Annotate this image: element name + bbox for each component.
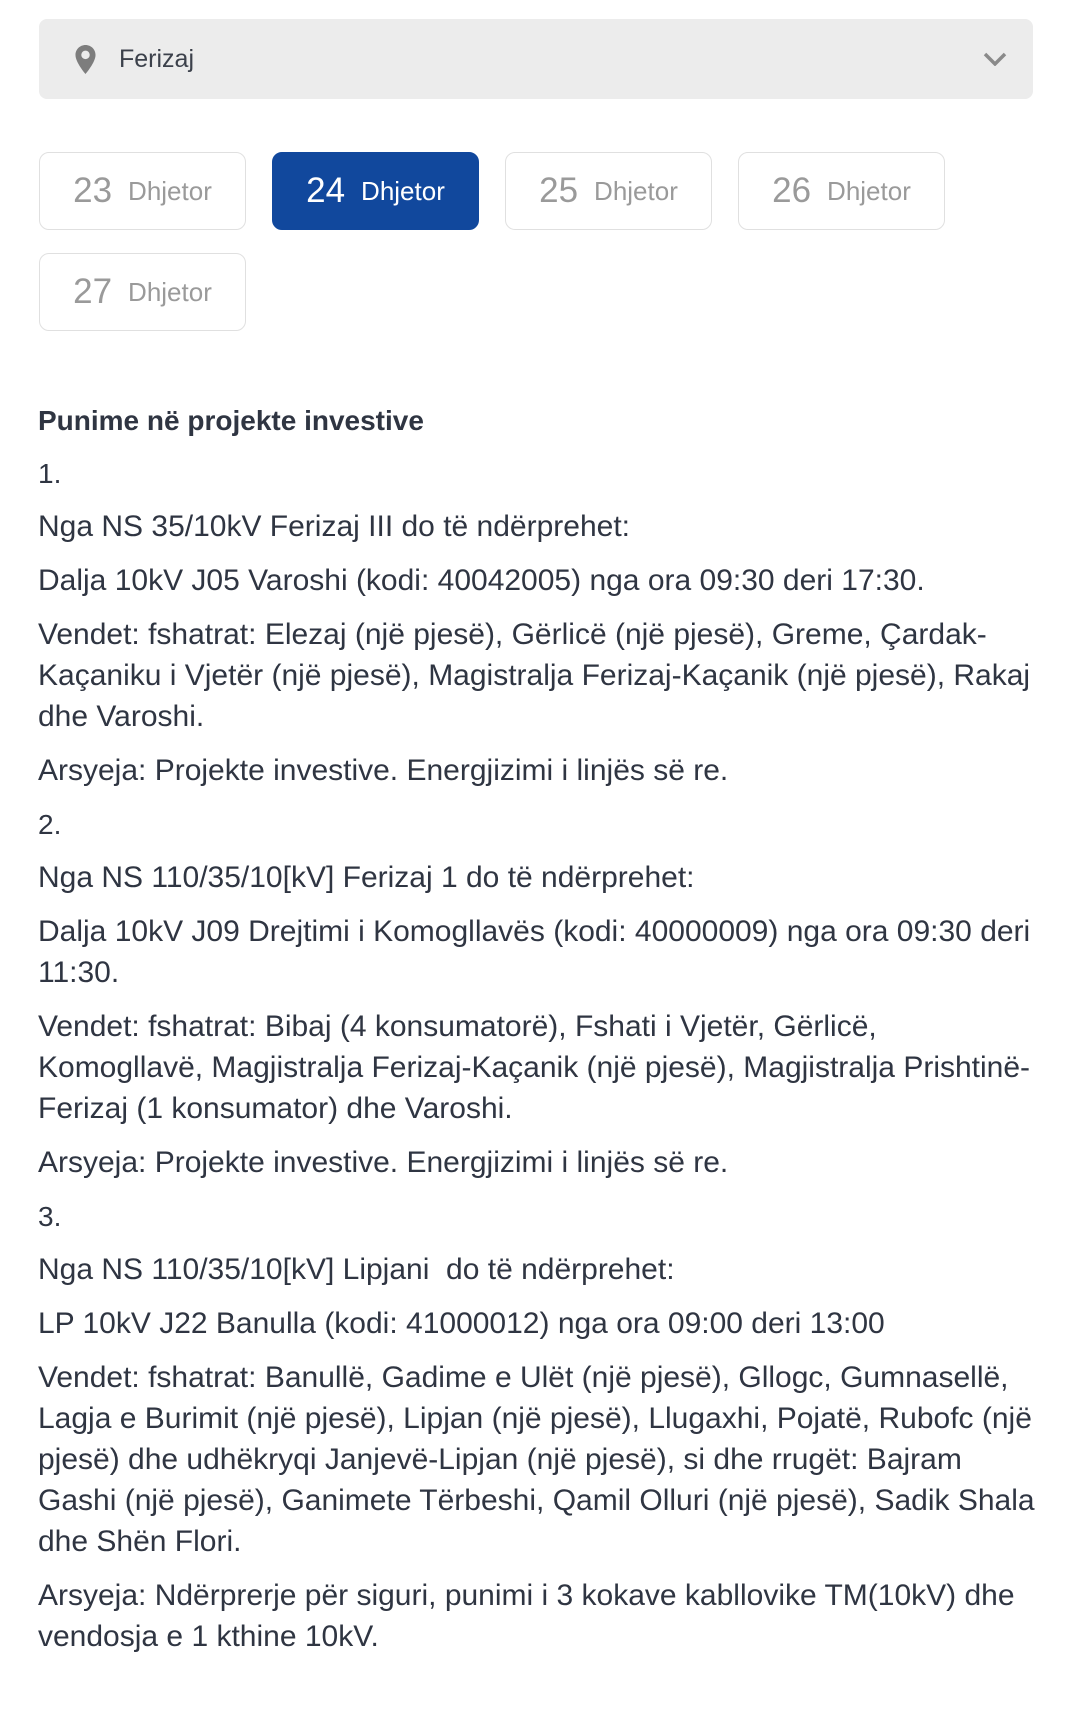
section-1-reason: Arsyeja: Projekte investive. Energjizimi i linjës së re. <box>38 754 729 787</box>
date-tab-month: Dhjetor <box>361 175 445 206</box>
section-1-places: Vendet: fshatrat: Elezaj (një pjesë), Gërlicë (një pjesë), Greme, Çardak-Kaçaniku i Vjetër (një pjesë), Magistralja Ferizaj-Kaçanik (një pjesë), Rakaj dhe Varoshi. <box>38 618 1039 733</box>
section-3-source: Nga NS 110/35/10[kV] Lipjani do të ndërprehet: <box>38 1253 675 1286</box>
date-tab-month: Dhjetor <box>128 276 212 307</box>
date-tab-day: 23 <box>73 171 113 210</box>
section-3-outage: LP 10kV J22 Banulla (kodi: 41000012) nga ora 09:00 deri 13:00 <box>38 1307 885 1340</box>
date-tab-23-dhjetor[interactable] <box>39 152 246 230</box>
page-title: Punime në projekte investive <box>38 405 424 436</box>
location-value: Ferizaj <box>119 44 195 73</box>
date-tab-25-dhjetor[interactable] <box>505 152 712 230</box>
date-tab-day: 25 <box>539 171 579 210</box>
section-1-outage: Dalja 10kV J05 Varoshi (kodi: 40042005) nga ora 09:30 deri 17:30. <box>38 564 925 597</box>
section-1-source: Nga NS 35/10kV Ferizaj III do të ndërprehet: <box>38 510 630 543</box>
announcement-content <box>38 400 1043 1670</box>
date-tab-month: Dhjetor <box>827 175 911 206</box>
date-tab-day: 26 <box>772 171 812 210</box>
date-tab-day: 27 <box>73 272 113 311</box>
date-tab-month: Dhjetor <box>128 175 212 206</box>
section-3-number: 3. <box>38 1201 62 1232</box>
location-pin-icon <box>73 44 98 75</box>
section-1-number: 1. <box>38 458 62 489</box>
date-tabs <box>39 152 1049 331</box>
section-2-places: Vendet: fshatrat: Bibaj (4 konsumatorë), Fshati i Vjetër, Gërlicë, Komogllavë, Magjistralja Ferizaj-Kaçanik (një pjesë), Magjistralja Prishtinë-Ferizaj (1 konsumator) dhe Varoshi. <box>38 1010 1031 1125</box>
date-tab-27-dhjetor[interactable] <box>39 253 246 331</box>
section-2-number: 2. <box>38 809 62 840</box>
section-2-source: Nga NS 110/35/10[kV] Ferizaj 1 do të ndërprehet: <box>38 861 695 894</box>
section-3-reason: Arsyeja: Ndërprerje për siguri, punimi i 3 kokave kabllovike TM(10kV) dhe vendosja e 1 kthine 10kV. <box>38 1579 1023 1653</box>
section-2-reason: Arsyeja: Projekte investive. Energjizimi i linjës së re. <box>38 1146 729 1179</box>
chevron-down-icon <box>983 52 1007 66</box>
date-tab-24-dhjetor[interactable] <box>272 152 479 230</box>
date-tab-26-dhjetor[interactable] <box>738 152 945 230</box>
location-selector[interactable] <box>39 19 1033 99</box>
date-tab-month: Dhjetor <box>594 175 678 206</box>
section-3-places: Vendet: fshatrat: Banullë, Gadime e Ulët (një pjesë), Gllogc, Gumnasellë, Lagja e Burimit (një pjesë), Lipjan (një pjesë), Llugaxhi, Pojatë, Rubofc (një pjesë) dhe udhëkryqi Janjevë-Lipjan (një pjesë), si dhe rrugët: Bajram Gashi (një pjesë), Ganimete Tërbeshi, Qamil Olluri (një pjesë), Sadik Shala dhe Shën Flori. <box>38 1361 1043 1558</box>
section-2-outage: Dalja 10kV J09 Drejtimi i Komogllavës (kodi: 40000009) nga ora 09:30 deri 11:30. <box>38 915 1039 989</box>
date-tab-day: 24 <box>306 171 346 210</box>
